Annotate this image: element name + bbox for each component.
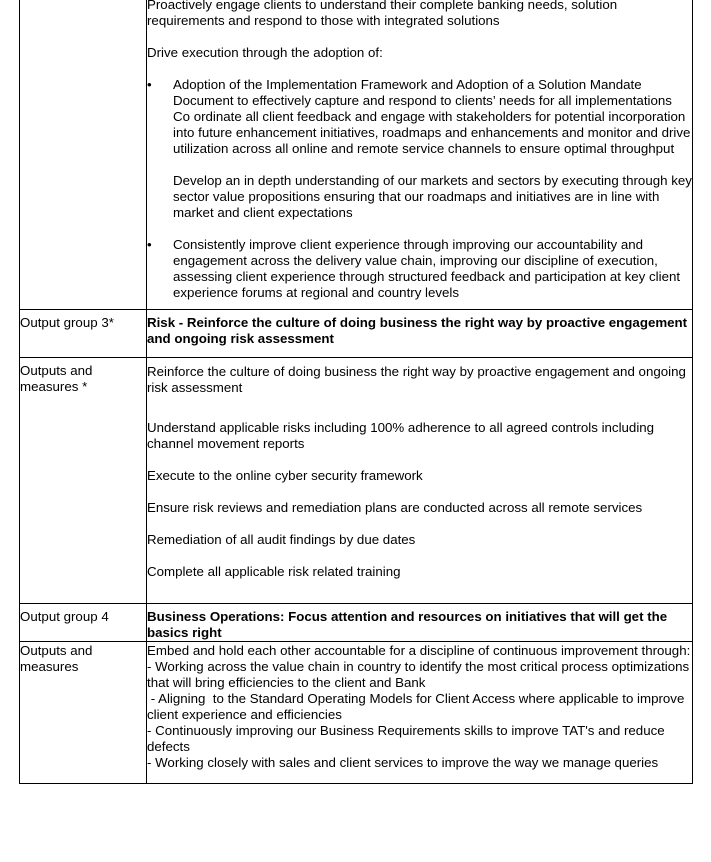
bullet-list [147,77,692,301]
list-item: - Continuously improving our Business Requirements skills to improve TAT's and reduce defects [147,723,665,754]
empty-label-cell [20,0,147,310]
list-item: Complete all applicable risk related training [147,564,401,579]
bullet-text: Adoption of the Implementation Framework and Adoption of a Solution Mandate Document to effectively capture and respond to clients’ needs for all implementations [173,77,672,108]
group-title: Risk - Reinforce the culture of doing business the right way by proactive engagement and ongoing risk assessment [147,310,693,358]
list-item: Reinforce the culture of doing business the right way by proactive engagement and ongoing risk assessment [147,364,686,395]
bullet-icon: • [147,77,152,92]
list-item: - Aligning to the Standard Operating Models for Client Access where applicable to improve client experience and efficiencies [147,691,689,722]
list-item [147,77,692,237]
table-row [20,358,693,604]
group-title: Business Operations: Focus attention and resources on initiatives that will get the basics right [147,604,693,642]
bullet-icon: • [147,237,152,252]
row-label: Outputs and measures * [20,358,147,604]
table-row [20,0,693,310]
document-table [19,0,693,784]
intro-paragraph: Proactively engage clients to understand their complete banking needs, solution requirements and respond to those with integrated solutions [147,0,618,28]
list-item: Understand applicable risks including 100% adherence to all agreed controls including channel movement reports [147,420,655,451]
row-label: Output group 4 [20,604,147,642]
table-row [20,604,693,642]
list-item: - Working across the value chain in country to identify the most critical process optimizations that will bring efficiencies to the client and Bank [147,659,690,690]
table-row [20,642,693,784]
row-label: Outputs and measures [20,642,147,784]
list-item: Remediation of all audit findings by due dates [147,532,416,547]
list-item: - Working closely with sales and client services to improve the way we manage queries [147,755,659,770]
table-row [20,310,693,358]
bullet-text: Consistently improve client experience through improving our accountability and engagement across the delivery value chain, improving our discipline of execution, assessing client experience through structured feedback and participation at key client experience forums at regional and country levels [173,237,681,300]
bullet-text: Develop an in depth understanding of our markets and sectors by executing through key sector value propositions ensuring that our roadmaps and initiatives are in line with market and client expectations [173,173,692,220]
list-item [147,237,692,301]
bullet-text: Co ordinate all client feedback and engage with stakeholders for potential incorporation into future enhancement initiatives, roadmaps and enhancements and monitor and drive utilization across all online and remote service channels to ensure optimal throughput [173,109,691,156]
value-cell [147,642,693,784]
list-item: Ensure risk reviews and remediation plans are conducted across all remote services [147,500,643,515]
row-label: Output group 3* [20,310,147,358]
value-cell [147,358,693,604]
list-item: Execute to the online cyber security framework [147,468,423,483]
list-item: Embed and hold each other accountable for a discipline of continuous improvement through: [147,643,691,658]
value-cell [147,0,693,310]
drive-paragraph: Drive execution through the adoption of: [147,45,383,60]
